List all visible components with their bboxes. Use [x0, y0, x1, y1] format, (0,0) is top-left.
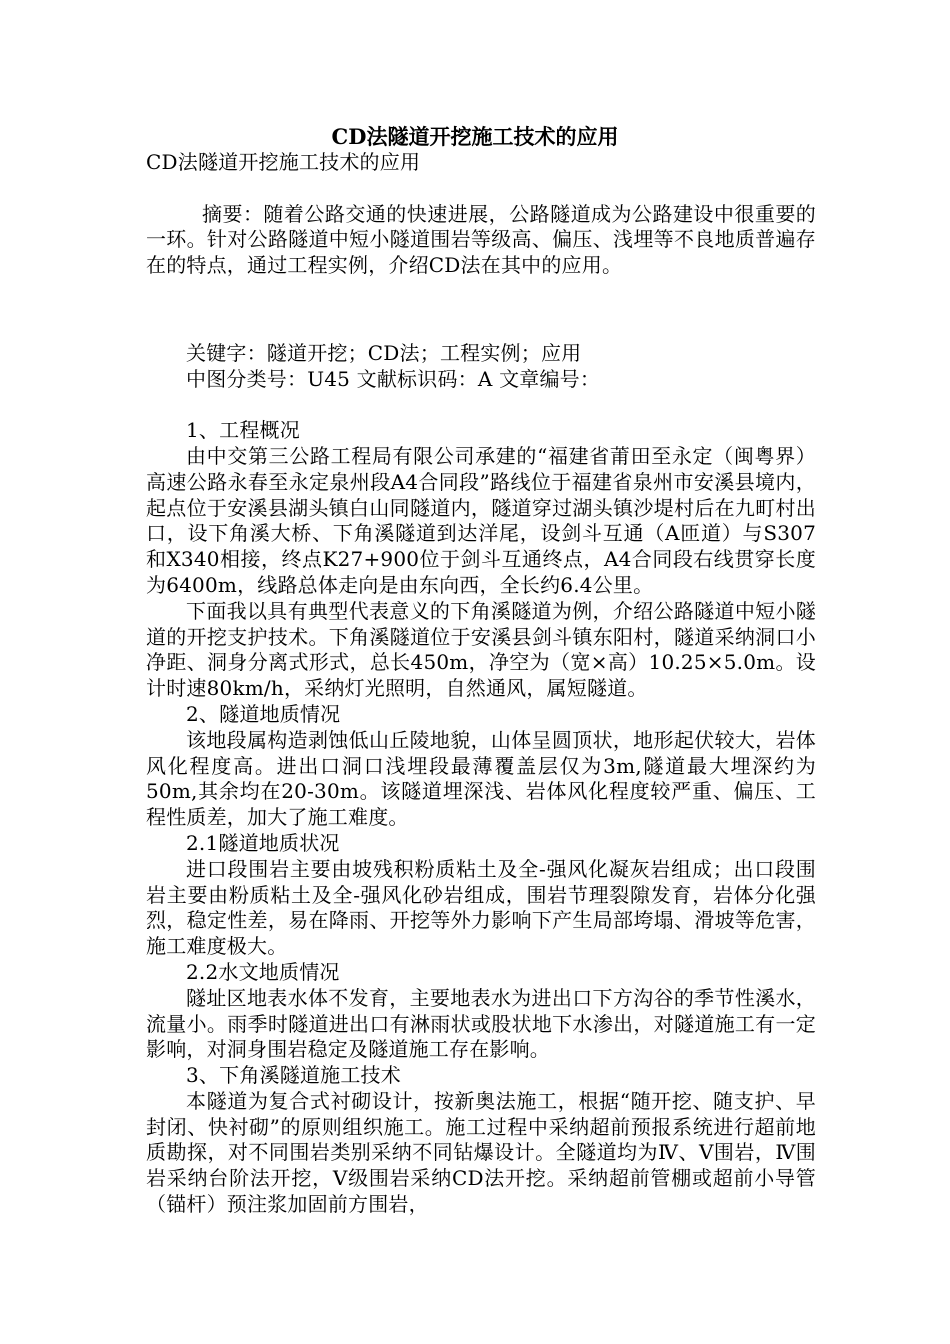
section-2-1-paragraph: 进口段围岩主要由坡残积粉质粘土及全-强风化凝灰岩组成；出口段围岩主要由粉质粘土及全-强风化砂岩组成，围岩节理裂隙发育，岩体分化强烈，稳定性差，易在降雨、开挖等外力影响下产生局部垮塌、滑坡等危害，施工难度极大。: [146, 856, 816, 959]
document-title: CD法隧道开挖施工技术的应用: [331, 124, 619, 149]
section-2-paragraph-1: 该地段属构造剥蚀低山丘陵地貌，山体呈圆顶状，地形起伏较大，岩体风化程度高。进出口洞口浅埋段最薄覆盖层仅为3m,隧道最大埋深约为50m,其余均在20-30m。该隧道埋深浅、岩体风化程度较严重、偏压、工程性质差，加大了施工难度。: [146, 727, 816, 830]
section-1-paragraph-1: 由中交第三公路工程局有限公司承建的“福建省莆田至永定（闽粤界）高速公路永春至永定泉州段A4合同段”路线位于福建省泉州市安溪县境内，起点位于安溪县湖头镇白山同隧道内，隧道穿过湖头镇沙堤村后在九町村出口，设下角溪大桥、下角溪隧道到达洋尾，设剑斗互通（A匝道）与S307和X340相接，终点K27+900位于剑斗互通终点，A4合同段右线贯穿长度为6400m，线路总体走向是由东向西，全长约6.4公里。: [146, 443, 816, 597]
document-body: [146, 150, 816, 1218]
section-heading-2-2: 2.2水文地质情况: [186, 959, 340, 984]
section-3-paragraph-1: 本隧道为复合式衬砌设计，按新奥法施工，根据“随开挖、随支护、早封闭、快衬砌”的原则组织施工。施工过程中采纳超前预报系统进行超前地质勘探，对不同围岩类别采纳不同钻爆设计。全隧道均为Ⅳ、Ⅴ围岩，Ⅳ围岩采纳台阶法开挖，Ⅴ级围岩采纳CD法开挖。采纳超前管棚或超前小导管（锚杆）预注浆加固前方围岩，: [146, 1088, 816, 1217]
classification-line: 中图分类号：U45 文献标识码：A 文章编号：: [186, 366, 601, 391]
section-heading-2-1: 2.1隧道地质状况: [186, 830, 340, 855]
section-2-2-paragraph: 隧址区地表水体不发育，主要地表水为进出口下方沟谷的季节性溪水，流量小。雨季时隧道进出口有淋雨状或股状地下水渗出，对隧道施工有一定影响，对洞身围岩稳定及隧道施工存在影响。: [146, 985, 816, 1062]
keywords-line: 关键字：隧道开挖；CD法；工程实例；应用: [186, 340, 582, 365]
abstract-paragraph: 摘要：随着公路交通的快速进展，公路隧道成为公路建设中很重要的一环。针对公路隧道中短小隧道围岩等级高、偏压、浅埋等不良地质普遍存在的特点，通过工程实例，介绍CD法在其中的应用。: [146, 201, 816, 278]
section-heading-1: 1、工程概况: [186, 418, 300, 443]
section-heading-3: 3、下角溪隧道施工技术: [186, 1063, 401, 1088]
document-subtitle: CD法隧道开挖施工技术的应用: [146, 150, 421, 174]
section-1-paragraph-2: 下面我以具有典型代表意义的下角溪隧道为例，介绍公路隧道中短小隧道的开挖支护技术。下角溪隧道位于安溪县剑斗镇东阳村，隧道采纳洞口小净距、洞身分离式形式，总长450m，净空为（宽×高）10.25×5.0m。设计时速80km/h，采纳灯光照明，自然通风，属短隧道。: [146, 598, 816, 701]
section-heading-2: 2、隧道地质情况: [186, 701, 341, 726]
